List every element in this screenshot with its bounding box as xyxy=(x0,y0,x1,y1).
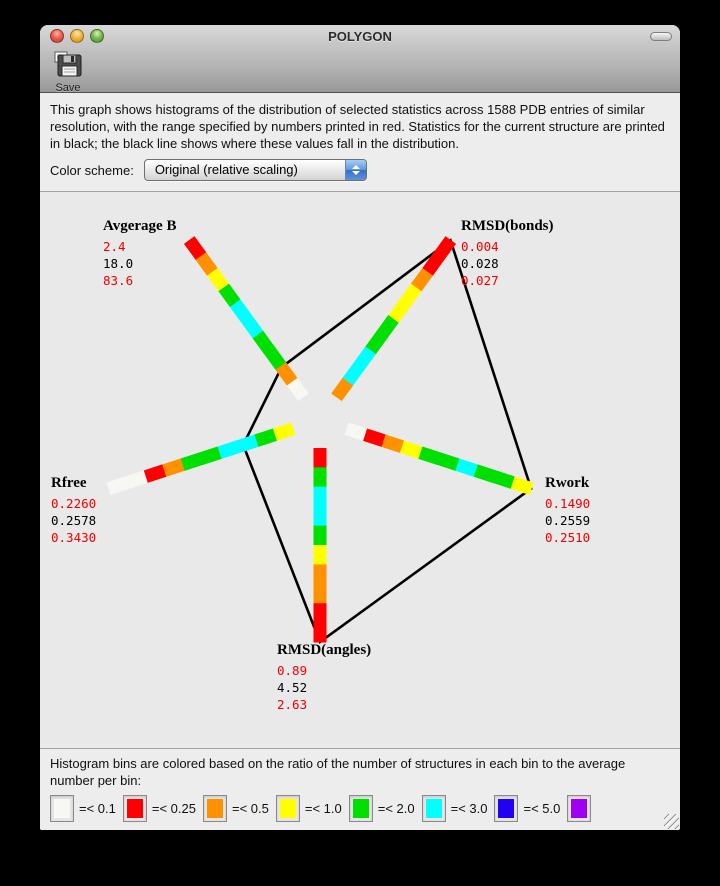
legend-bin-label: =< 0.5 xyxy=(231,801,269,816)
legend-swatch-white xyxy=(50,795,74,822)
stat-title: Avgerage B xyxy=(103,218,177,234)
legend-bin-label: =< 0.1 xyxy=(79,801,116,816)
stat-min: 0.1490 xyxy=(545,496,591,511)
legend-item xyxy=(276,795,349,822)
stat-rmsd-bonds xyxy=(461,218,554,289)
legend-swatch-orange xyxy=(203,795,227,822)
stat-max: 0.3430 xyxy=(51,530,97,545)
legend-text: Histogram bins are colored based on the ratio of the number of structures in each bin to the average number per bin: xyxy=(50,756,626,788)
window-title: POLYGON xyxy=(328,29,392,44)
toolbar-toggle-button[interactable] xyxy=(650,32,672,41)
legend-item xyxy=(123,795,203,822)
legend-item xyxy=(203,795,276,822)
plot-panel xyxy=(40,191,680,749)
legend-bin-label: =< 1.0 xyxy=(304,801,342,816)
legend-row xyxy=(50,795,670,822)
stat-min: 0.89 xyxy=(277,663,308,678)
resize-grip[interactable] xyxy=(664,814,679,829)
legend-bin-label: =< 3.0 xyxy=(450,801,488,816)
stat-title: RMSD(bonds) xyxy=(461,218,554,234)
save-button-label: Save xyxy=(55,82,81,94)
stat-current: 0.2578 xyxy=(51,513,97,528)
histogram-spoke-rfree xyxy=(108,429,293,489)
stat-min: 0.2260 xyxy=(51,496,97,511)
stat-current: 18.0 xyxy=(103,256,134,271)
stat-max: 83.6 xyxy=(103,273,134,288)
stat-min: 0.004 xyxy=(461,239,499,254)
legend-swatch-red xyxy=(123,795,147,822)
legend-item xyxy=(567,795,603,822)
stat-max: 2.63 xyxy=(277,697,308,712)
polygon-window xyxy=(40,25,680,830)
stat-current: 4.52 xyxy=(277,680,308,695)
legend-swatch-cyan xyxy=(422,795,446,822)
legend-panel xyxy=(40,749,680,830)
save-floppy-icon xyxy=(54,64,82,81)
stat-title: RMSD(angles) xyxy=(277,642,372,658)
stat-rfree xyxy=(51,475,96,546)
legend-bin-label: =< 0.25 xyxy=(151,801,196,816)
legend-swatch-purple xyxy=(567,795,591,822)
stat-avgerage-b xyxy=(103,218,176,289)
stat-max: 0.2510 xyxy=(545,530,591,545)
legend-item xyxy=(349,795,422,822)
popup-stepper-icon xyxy=(345,160,366,180)
stat-max: 0.027 xyxy=(461,273,499,288)
legend-item xyxy=(422,795,495,822)
stat-current: 0.028 xyxy=(461,256,499,271)
stat-current: 0.2559 xyxy=(545,513,591,528)
legend-swatch-blue xyxy=(494,795,518,822)
legend-swatch-green xyxy=(349,795,373,822)
description-text: This graph shows histograms of the distribution of selected statistics across 1588 PDB entries of similar resolution, with the range specified by numbers printed in red. Statistics for the current structure are printed in black; the black line shows where these values fall in the distribution. xyxy=(50,102,665,151)
save-button[interactable] xyxy=(48,51,88,94)
stat-rwork xyxy=(545,475,590,546)
legend-bin-label: =< 5.0 xyxy=(523,801,561,816)
legend-item xyxy=(50,795,123,822)
histogram-spoke-avgerage-b xyxy=(189,240,303,397)
header-panel xyxy=(40,93,680,191)
histogram-spoke-rmsd-bonds xyxy=(336,240,450,397)
window-chrome xyxy=(40,25,680,93)
color-scheme-row xyxy=(50,159,670,181)
color-scheme-value: Original (relative scaling) xyxy=(154,162,298,177)
histogram-spoke-rwork xyxy=(347,429,532,489)
stat-min: 2.4 xyxy=(103,239,126,254)
legend-bin-label: =< 2.0 xyxy=(377,801,415,816)
legend-item xyxy=(494,795,567,822)
stat-title: Rwork xyxy=(545,475,590,491)
color-scheme-select[interactable] xyxy=(144,159,367,181)
legend-swatch-yellow xyxy=(276,795,300,822)
color-scheme-label: Color scheme: xyxy=(50,162,134,178)
stat-rmsd-angles xyxy=(277,642,371,713)
stat-title: Rfree xyxy=(51,475,87,491)
